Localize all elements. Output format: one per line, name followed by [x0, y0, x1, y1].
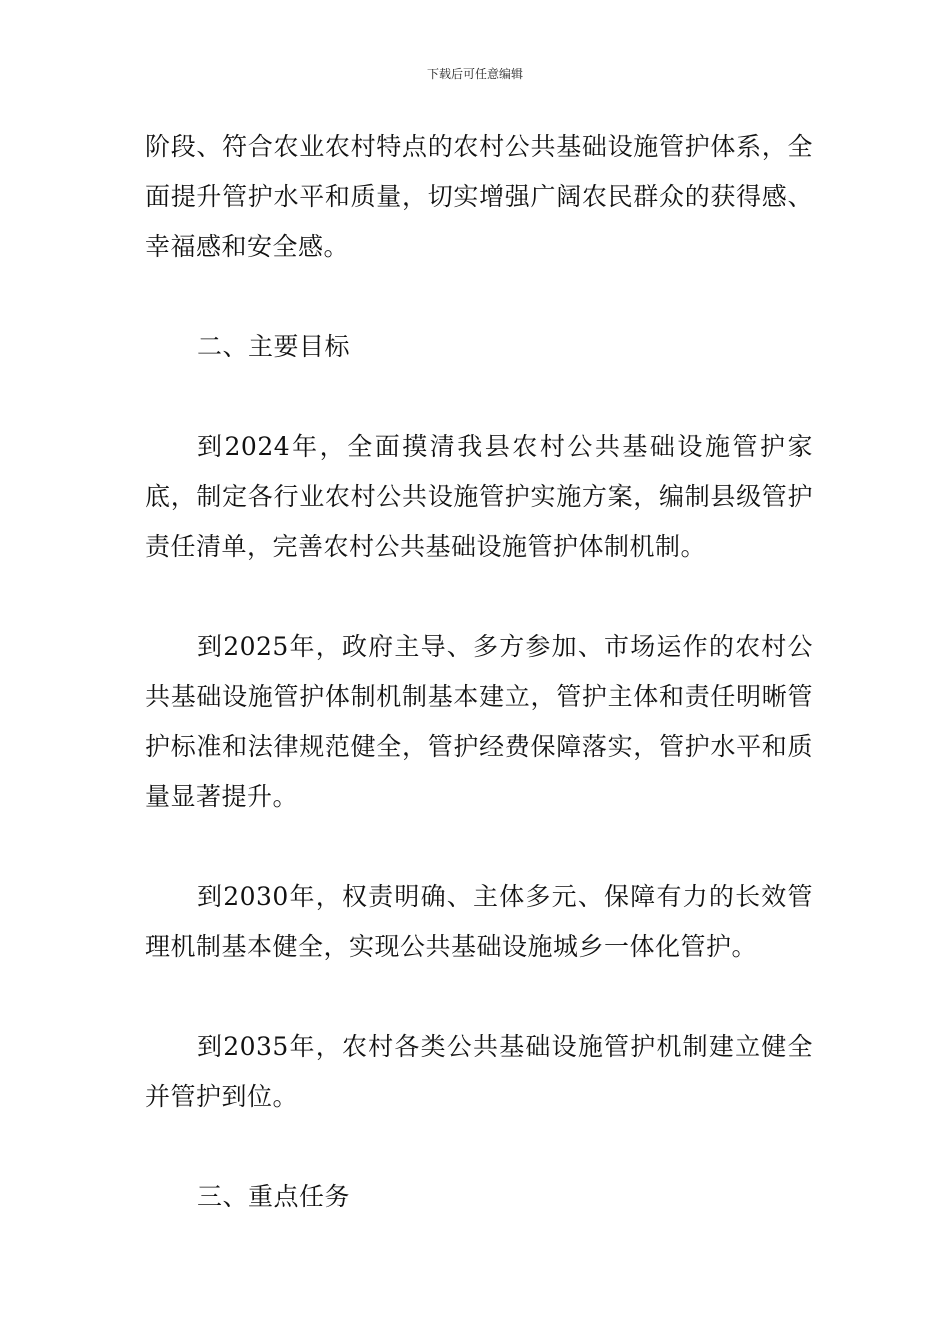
paragraph-continuation: 阶段、符合农业农村特点的农村公共基础设施管护体系，全面提升管护水平和质量，切实增强广阔农民群众的获得感、幸福感和安全感。	[145, 132, 813, 261]
paragraph-goal-2035: 到2035年，农村各类公共基础设施管护机制建立健全并管护到位。	[145, 1032, 813, 1111]
paragraph-goal-2025: 到2025年，政府主导、多方参加、市场运作的农村公共基础设施管护体制机制基本建立，管护主体和责任明晰管护标准和法律规范健全，管护经费保障落实，管护水平和质量显著提升。	[145, 632, 813, 811]
paragraph-gap	[145, 822, 813, 872]
paragraph-goal-2024: 到2024年，全面摸清我县农村公共基础设施管护家底，制定各行业农村公共设施管护实施方案，编制县级管护责任清单，完善农村公共基础设施管护体制机制。	[145, 432, 813, 561]
paragraph-gap	[145, 572, 813, 622]
section-heading-main-goals: 二、主要目标	[197, 332, 351, 361]
section-heading-key-tasks: 三、重点任务	[197, 1182, 351, 1211]
paragraph-goal-2030: 到2030年，权责明确、主体多元、保障有力的长效管理机制基本健全，实现公共基础设施城乡一体化管护。	[145, 882, 813, 961]
document-body	[145, 122, 813, 1222]
paragraph-gap	[145, 272, 813, 322]
paragraph-gap	[145, 372, 813, 422]
paragraph-gap	[145, 1122, 813, 1172]
page-header-note: 下载后可任意编辑	[426, 67, 523, 81]
paragraph-gap	[145, 972, 813, 1022]
